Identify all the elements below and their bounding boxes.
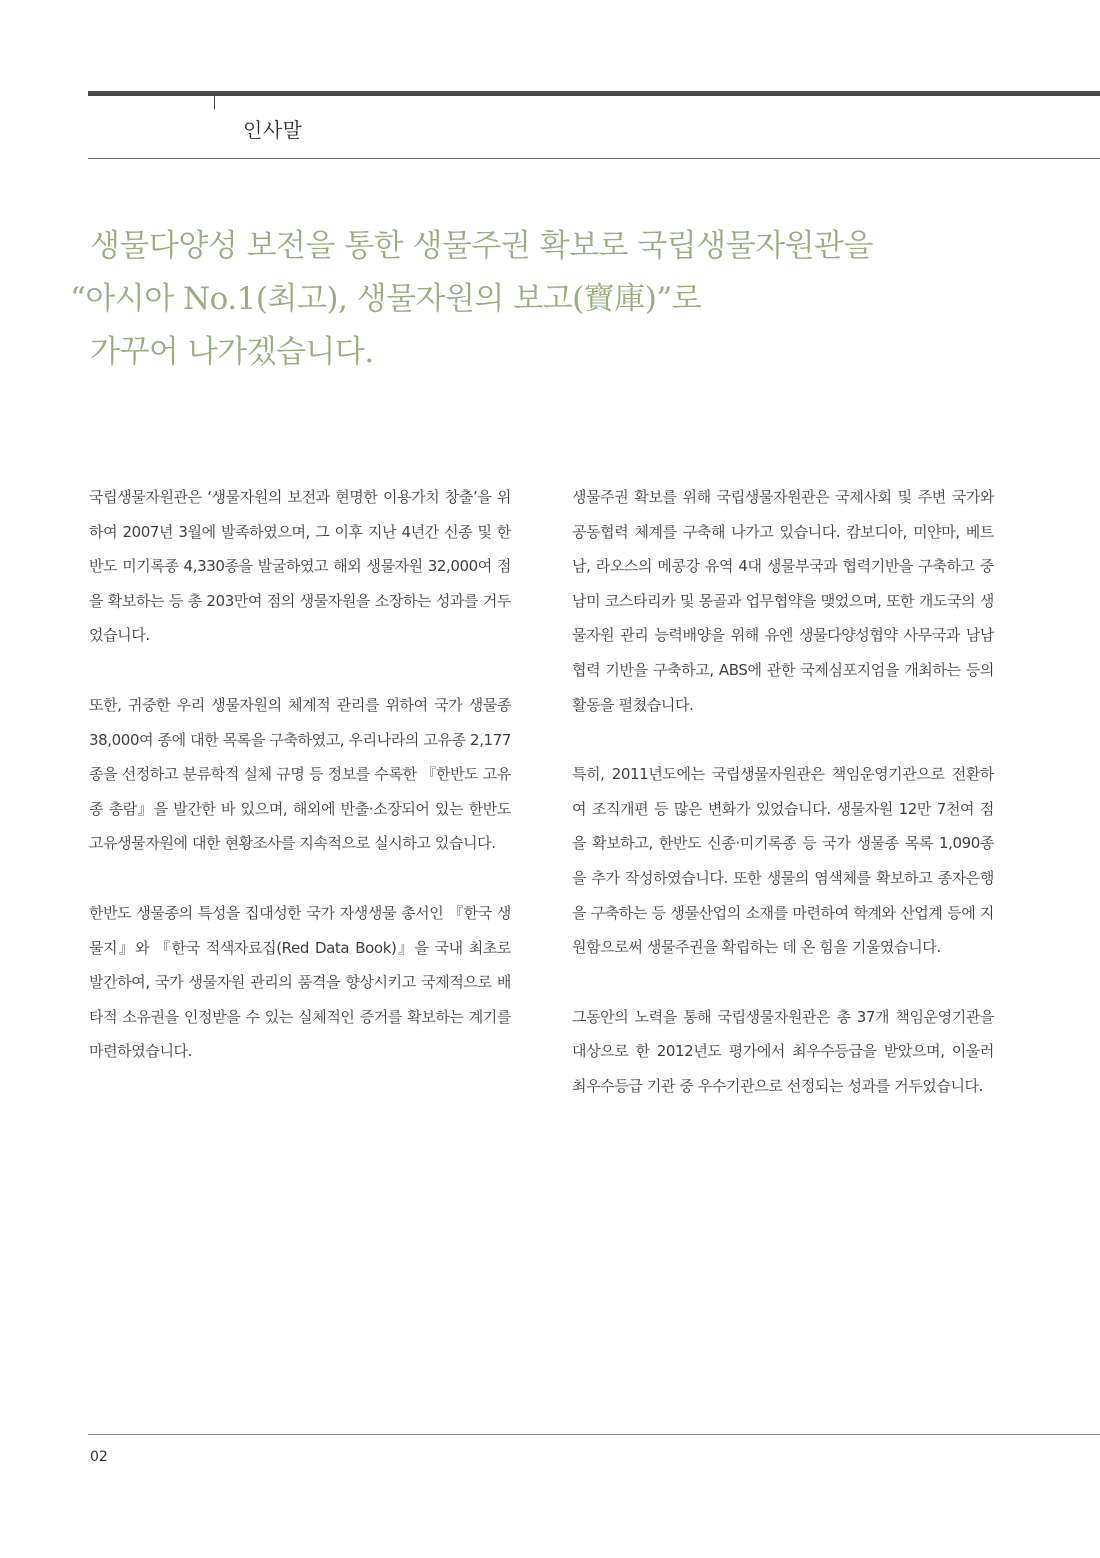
body-paragraph: 그동안의 노력을 통해 국립생물자원관은 총 37개 책임운영기관을 대상으로 한 2012년도 평가에서 최우수등급을 받았으며, 이울러 최우수등급 기관 중 우수기관으로 선정되는 성과를 거두었습니다. — [572, 1007, 994, 1095]
headline-line-2: “아시아 No.1(최고), 생물자원의 보고(寶庫)”로 — [70, 281, 702, 317]
body-paragraph: 또한, 귀중한 우리 생물자원의 체계적 관리를 위하여 국가 생물종 38,000여 종에 대한 목록을 구축하였고, 우리나라의 고유종 2,177종을 선정하고 분류학적 실체 규명 등 정보를 수록한 『한반도 고유종 총람』을 발간한 바 있으며, 해외에 반출·소장되어 있는 한반도 고유생물자원에 대한 현황조사를 지속적으로 실시하고 있습니다. — [89, 695, 511, 853]
section-underline — [88, 158, 1100, 159]
headline-line-1: 생물다양성 보전을 통한 생물주권 확보로 국립생물자원관을 — [90, 228, 873, 264]
body-column-right — [572, 480, 994, 1139]
section-label: 인사말 — [243, 118, 303, 142]
body-column-left — [89, 480, 511, 1104]
body-paragraph: 특히, 2011년도에는 국립생물자원관은 책임운영기관으로 전환하여 조직개편 등 많은 변화가 있었습니다. 생물자원 12만 7천여 점을 확보하고, 한반도 신종·미기록종 등 국가 생물종 목록 1,090종을 추가 작성하였습니다. 또한 생물의 염색체를 확보하고 종자은행을 구축하는 등 생물산업의 소재를 마련하여 학계와 산업계 등에 지원함으로써 생물주권을 확립하는 데 온 힘을 기울였습니다. — [572, 765, 994, 957]
body-paragraph: 국립생물자원관은 ‘생물자원의 보전과 현명한 이용가치 창출’을 위하여 2007년 3월에 발족하였으며, 그 이후 지난 4년간 신종 및 한반도 미기록종 4,330종을 발굴하였고 해외 생물자원 32,000여 점을 확보하는 등 총 203만여 점의 생물자원을 소장하는 성과를 거두었습니다. — [89, 488, 511, 645]
headline — [70, 220, 970, 379]
section-tick-mark — [214, 96, 215, 109]
headline-line-3: 가꾸어 나가겠습니다. — [90, 334, 374, 370]
body-paragraph: 한반도 생물종의 특성을 집대성한 국가 자생생물 총서인 『한국 생물지』와 『한국 적색자료집(Red Data Book)』을 국내 최초로 발간하여, 국가 생물자원 관리의 품격을 향상시키고 국제적으로 배타적 소유권을 인정받을 수 있는 실체적인 증거를 확보하는 계기를 마련하였습니다. — [89, 903, 511, 1061]
page-number: 02 — [90, 1449, 108, 1465]
footer-rule — [88, 1434, 1100, 1435]
body-paragraph: 생물주권 확보를 위해 국립생물자원관은 국제사회 및 주변 국가와 공동협력 체계를 구축해 나가고 있습니다. 캄보디아, 미얀마, 베트남, 라오스의 메콩강 유역 4대 생물부국과 협력기반을 구축하고 중남미 코스타리카 및 몽골과 업무협약을 맺었으며, 또한 개도국의 생물자원 관리 능력배양을 위해 유엔 생물다양성협약 사무국과 남남협력 기반을 구축하고, ABS에 관한 국제심포지엄을 개최하는 등의 활동을 펼쳤습니다. — [572, 488, 994, 714]
top-rule — [88, 91, 1100, 96]
